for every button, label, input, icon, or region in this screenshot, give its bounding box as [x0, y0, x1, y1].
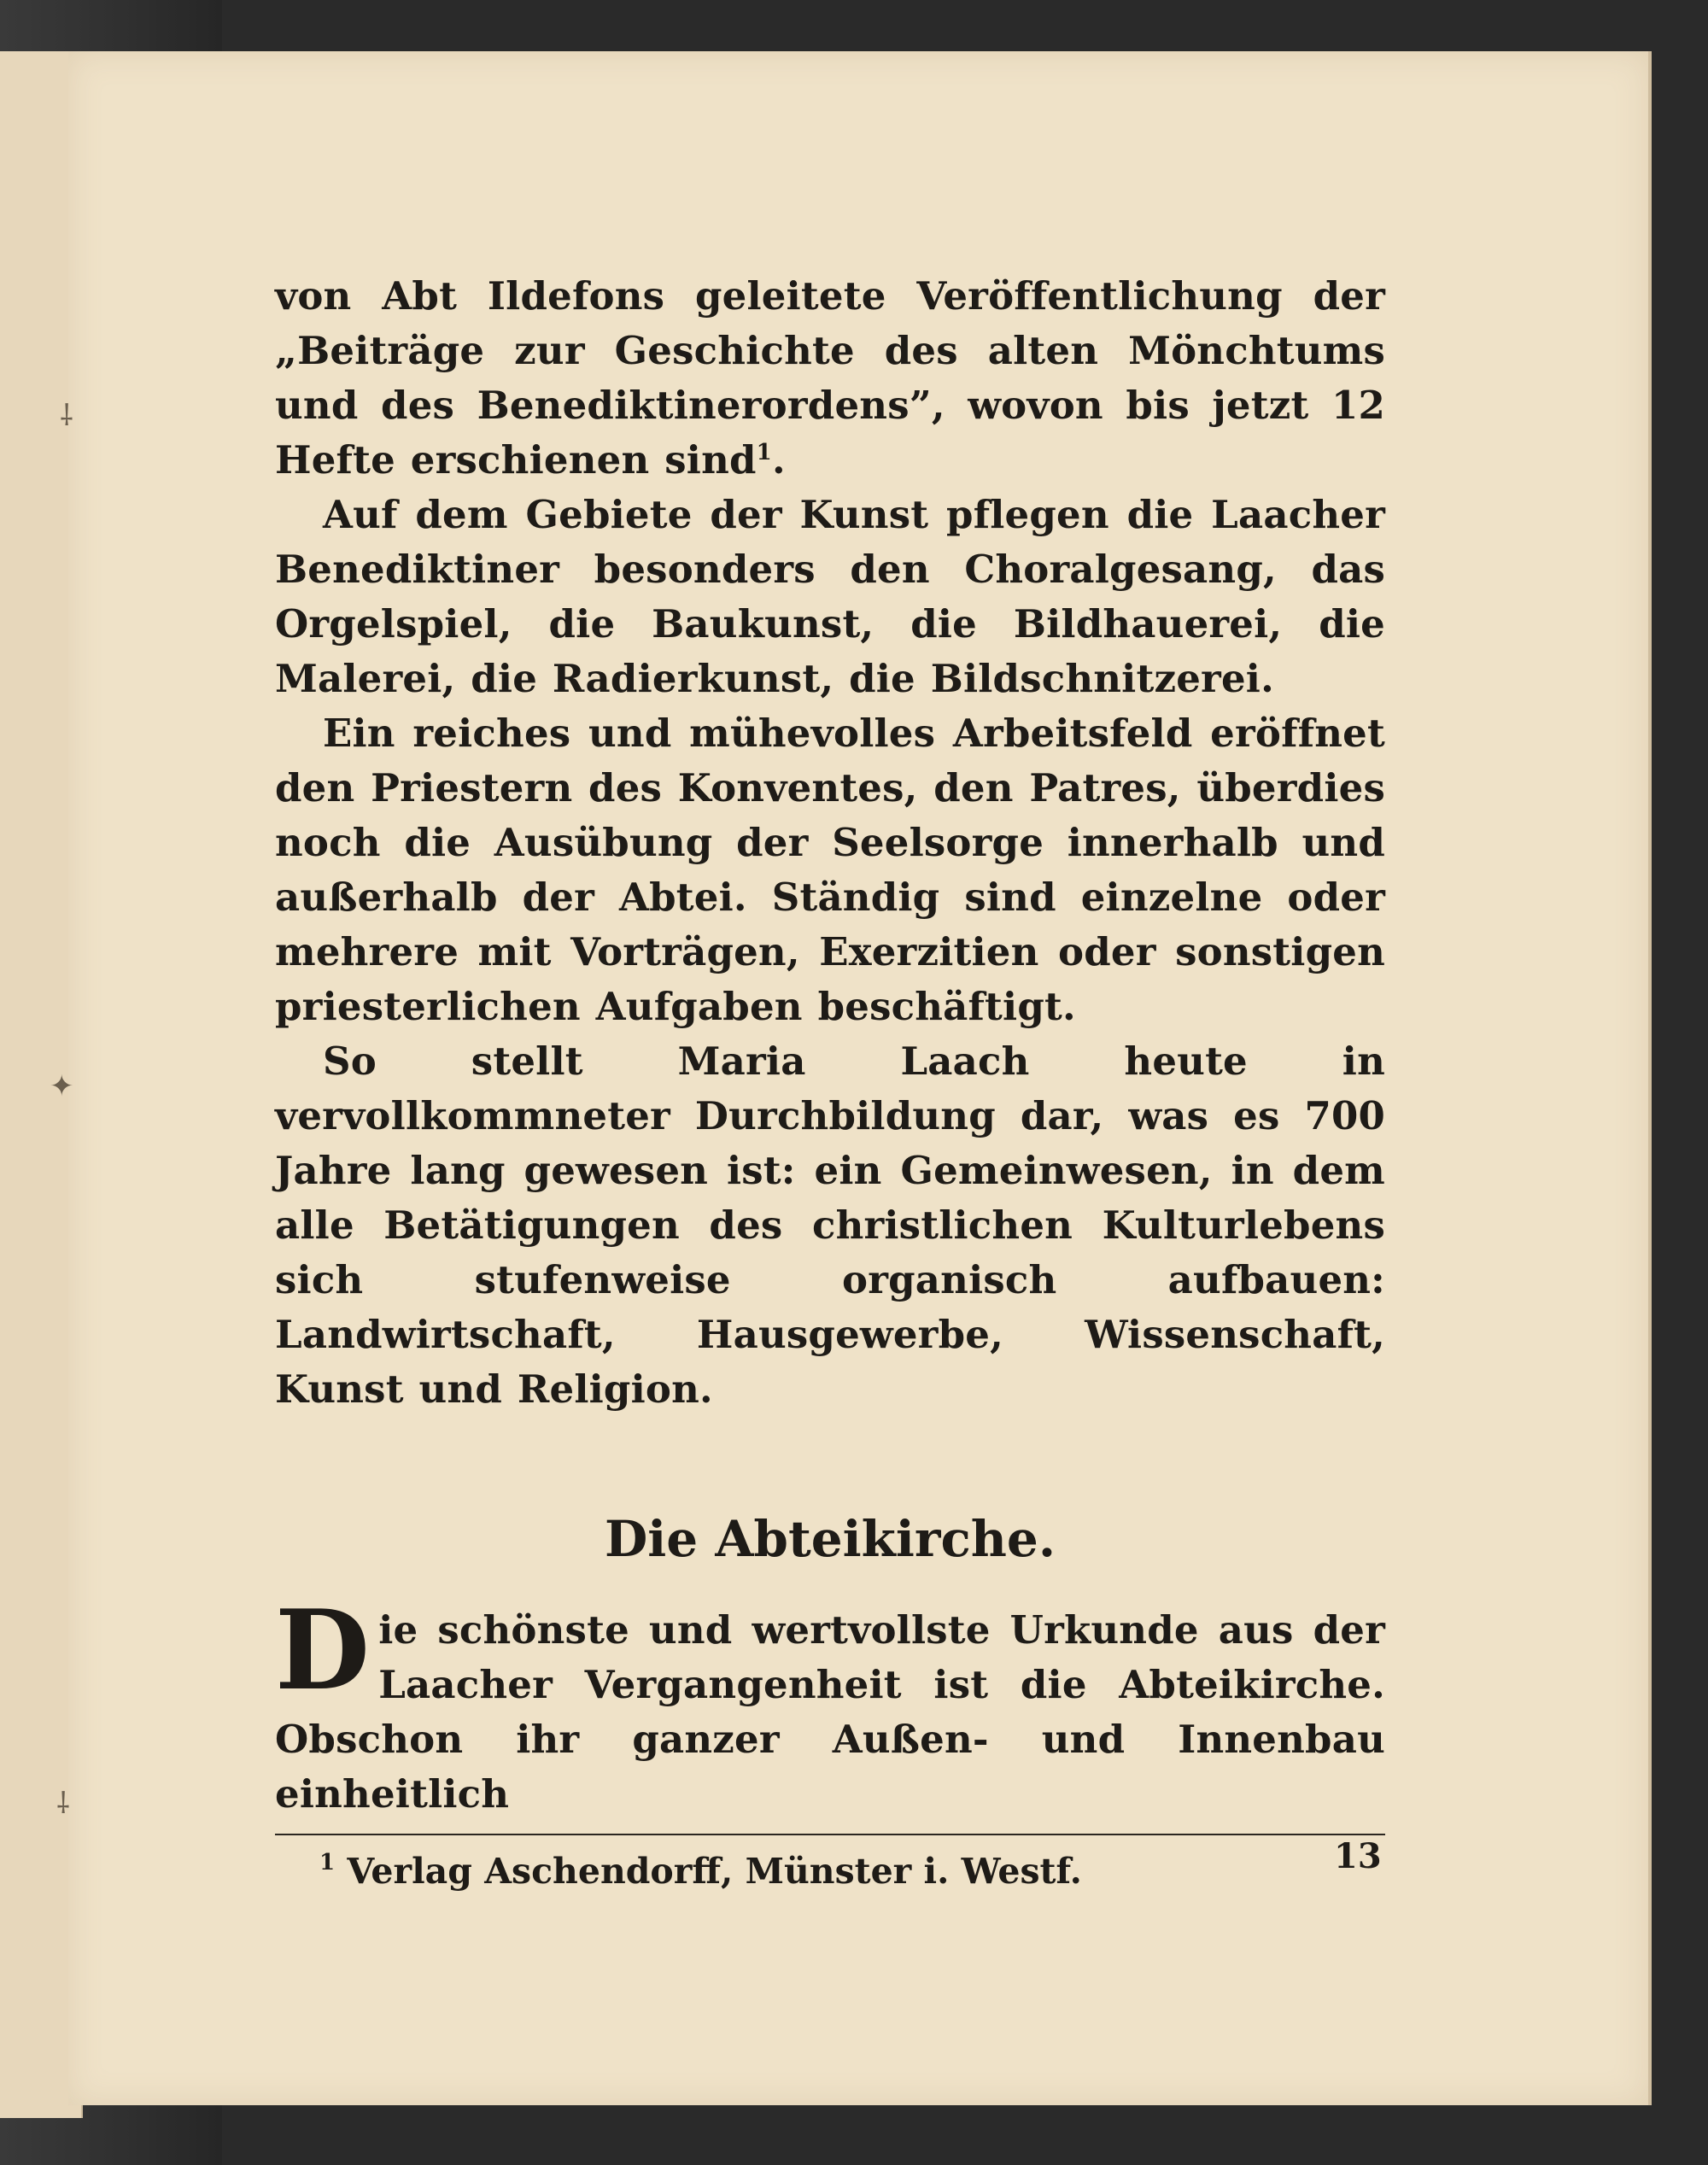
- margin-mark: ✦: [50, 1069, 74, 1103]
- section-paragraph: [275, 1587, 1385, 1822]
- section-heading: Die Abteikirche.: [604, 1510, 1056, 1568]
- footnote: [319, 1846, 1385, 1897]
- margin-mark: ⸸: [56, 1787, 70, 1821]
- margin-mark: ⸸: [60, 399, 73, 433]
- paragraph-text: von Abt Ildefons geleitete Veröffentlichung der „Beiträge zur Geschichte des alten Mönchtums und des Benediktinerordens”, wovon bis jetzt 12 Hefte erschienen sind: [275, 273, 1385, 483]
- paragraph: Auf dem Gebiete der Kunst pflegen die Laacher Benediktiner besonders den Choralgesang, das Orgelspiel, die Baukunst, die Bildhauerei, die Malerei, die Radierkunst, die Bildschnitzerei.: [275, 492, 1385, 701]
- footnote-text: Verlag Aschendorff, Münster i. Westf.: [347, 1851, 1082, 1892]
- paragraph: Ein reiches und mühevolles Arbeitsfeld eröffnet den Priestern des Konventes, den Patres, überdies noch die Ausübung der Seelsorge innerhalb und außerhalb der Abtei. Ständig sind einzelne oder mehrere mit Vorträgen, Exerzitien oder sonstigen priesterlichen Aufgaben beschäftigt.: [275, 711, 1385, 1029]
- paragraph-tail: .: [771, 437, 786, 483]
- page-number: 13: [1334, 1836, 1382, 1876]
- section-paragraph-text: ie schönste und wertvollste Urkunde aus der Laacher Vergangenheit ist die Abteikirche. Obschon ihr ganzer Außen- und Innenbau einheitlich: [275, 1607, 1385, 1817]
- paragraph: So stellt Maria Laach heute in vervollkommneter Durchbildung dar, was es 700 Jahre lang gewesen ist: ein Gemeinwesen, in dem alle Betätigungen des christlichen Kulturlebens sich stufenweise organisch aufbauen: Landwirtschaft, Hausgewerbe, Wissenschaft, Kunst und Religion.: [275, 1039, 1385, 1412]
- drop-cap: D: [275, 1587, 371, 1715]
- footnote-reference: 1: [756, 440, 772, 465]
- page-text: [275, 269, 1385, 1897]
- footnote-marker: 1: [319, 1850, 336, 1875]
- paragraph: [275, 269, 1385, 488]
- footnote-divider: [275, 1834, 1385, 1835]
